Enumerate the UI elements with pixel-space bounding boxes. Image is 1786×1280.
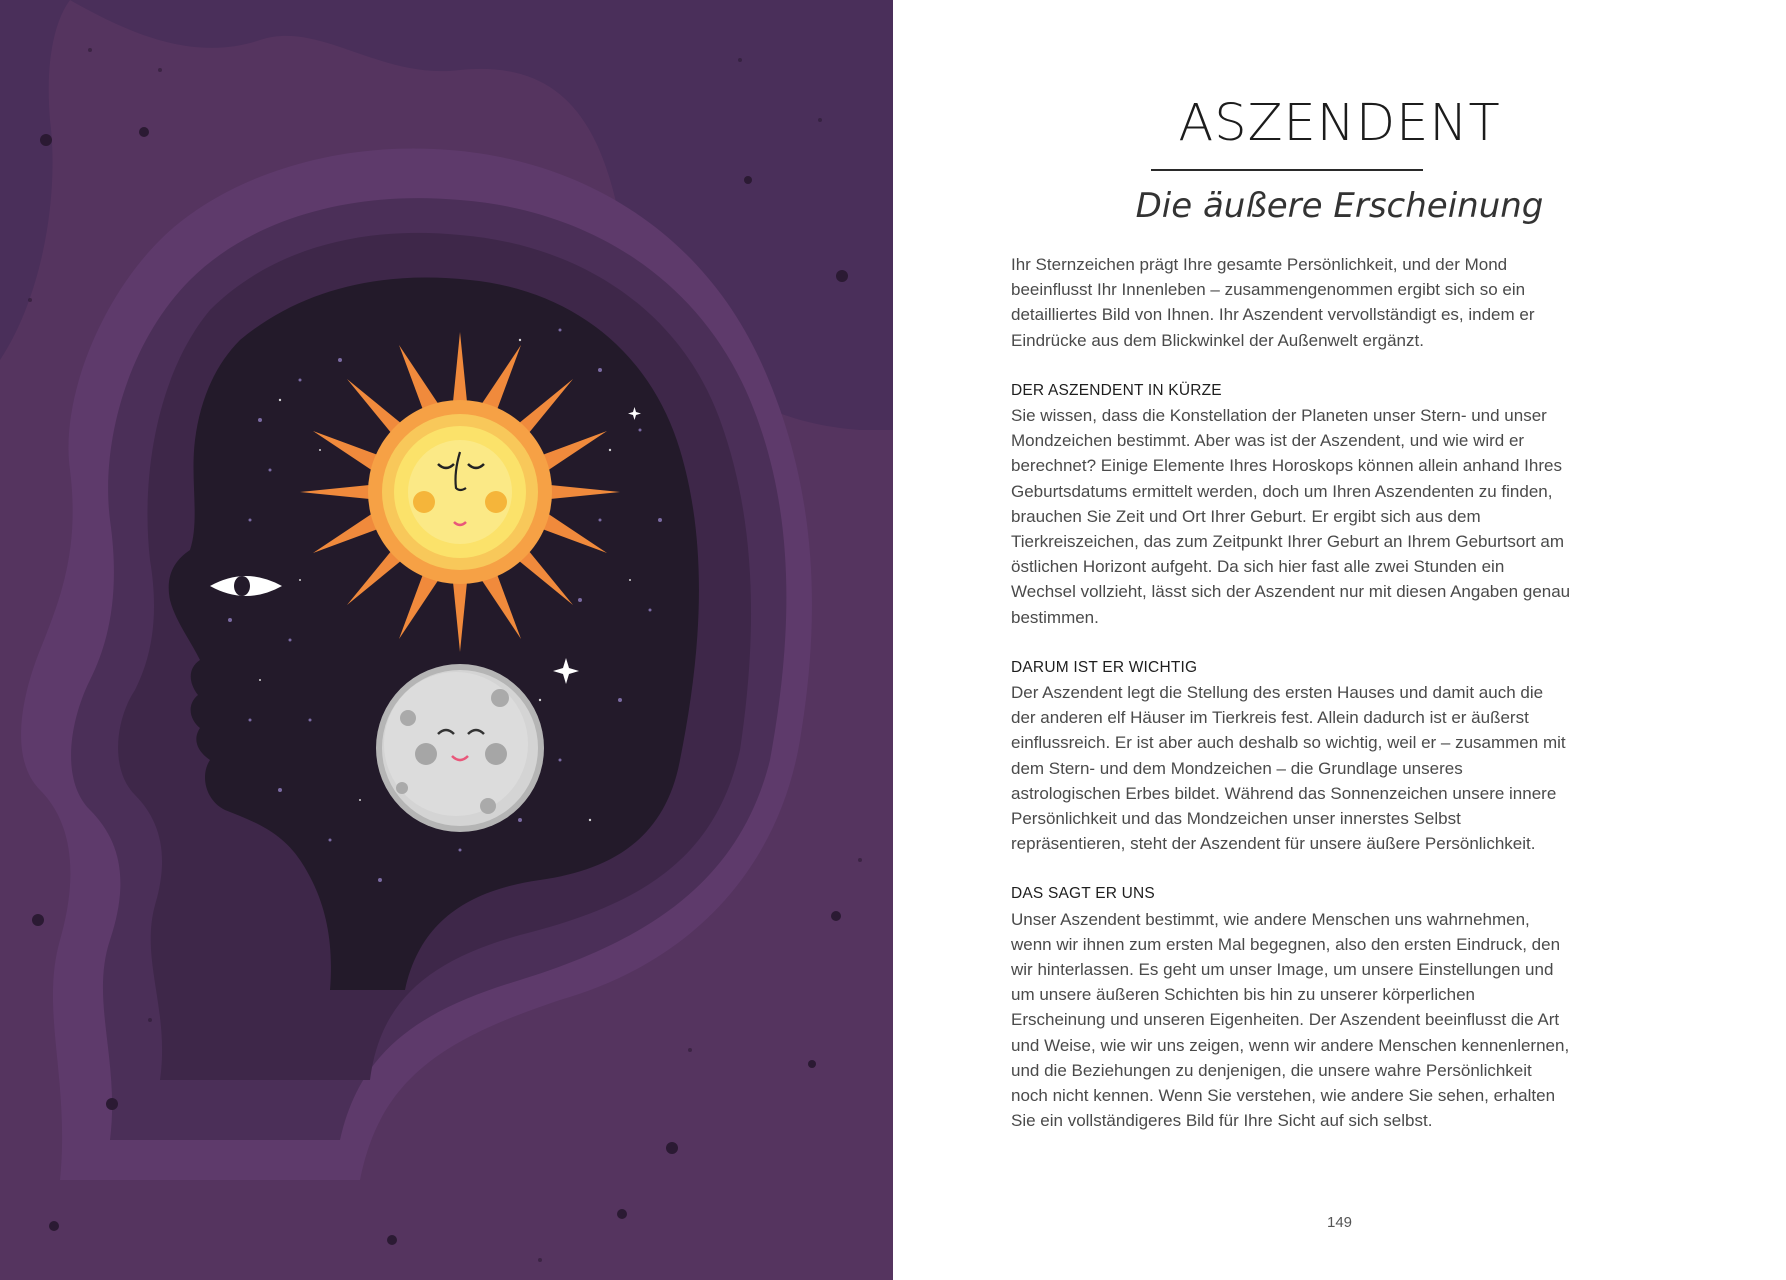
section-sagt <box>1011 881 1571 1133</box>
text-page <box>893 0 1786 1280</box>
section-heading: DER ASZENDENT IN KÜRZE <box>1011 381 1222 399</box>
body-text <box>1011 252 1571 1159</box>
section-text: Unser Aszendent bestimmt, wie andere Menschen uns wahrnehmen, wenn wir ihnen zum ersten Mal begegnen, also den ersten Eindruck, den wir hinterlassen. Es geht um unser Image, um unsere Einstellungen und um unsere äußeren Schichten bis hin zu unserer körperlichen Erscheinung und unseren Eigenheiten. Der Aszendent beeinflusst die Art und Weise, wie wir uns zeigen, wenn wir andere Menschen kennenlernen, und die Beziehungen zu denjenigen, die unsere wahre Persönlichkeit noch nicht kennen. Wenn Sie verstehen, wie andere Sie sehen, erhalten Sie ein vollständigeres Bild für Ihre Sicht auf sich selbst. <box>1011 909 1570 1131</box>
page-number: 149 <box>1326 1214 1353 1231</box>
section-text: Sie wissen, dass die Konstellation der Planeten unser Stern- und unser Mondzeichen bestimmt. Aber was ist der Aszendent, und wie wird er berechnet? Einige Elemente Ihres Horoskops können allein anhand Ihres Geburtsdatums ermittelt werden, doch um Ihren Aszendenten zu finden, brauchen Sie Zeit und Ort Ihrer Geburt. Er ergibt sich aus dem Tierkreiszeichen, das zum Zeitpunkt Ihrer Geburt an Ihrem Geburtsort am östlichen Horizont aufgeht. Da sich hier fast alle zwei Stunden ein Wechsel vollzieht, lässt sich der Aszendent nur mit diesen Angaben genau bestimmen. <box>1011 406 1571 627</box>
moon-face-icon <box>376 664 544 832</box>
title-divider <box>1151 169 1423 171</box>
page-subtitle: Die äußere Erscheinung <box>1135 186 1544 226</box>
sun-face-icon <box>300 332 620 652</box>
intro-paragraph: Ihr Sternzeichen prägt Ihre gesamte Persönlichkeit, und der Mond beeinflusst Ihr Innenleben – zusammengenommen ergibt sich so ein detailliertes Bild von Ihnen. Ihr Aszendent vervollständigt es, indem er Eindrücke aus dem Blickwinkel der Außenwelt ergänzt. <box>1011 255 1535 350</box>
section-heading: DARUM IST ER WICHTIG <box>1011 658 1198 676</box>
section-heading: DAS SAGT ER UNS <box>1011 885 1155 903</box>
section-kurz <box>1011 378 1571 630</box>
section-wichtig <box>1011 655 1571 857</box>
section-text: Der Aszendent legt die Stellung des ersten Hauses und damit auch die der anderen elf Häuser im Tierkreis fest. Allein dadurch ist er äußerst einflussreich. Er ist aber auch deshalb so wichtig, weil er – zusammen mit dem Stern- und dem Mondzeichen – die Grundlage unseres astrologischen Erbes bildet. Während das Sonnenzeichen unsere innere Persönlichkeit und das Mondzeichen unser innerstes Selbst repräsentieren, steht der Aszendent für unsere äußere Persönlichkeit. <box>1011 683 1566 854</box>
page-title: ASZENDENT <box>1178 94 1501 153</box>
